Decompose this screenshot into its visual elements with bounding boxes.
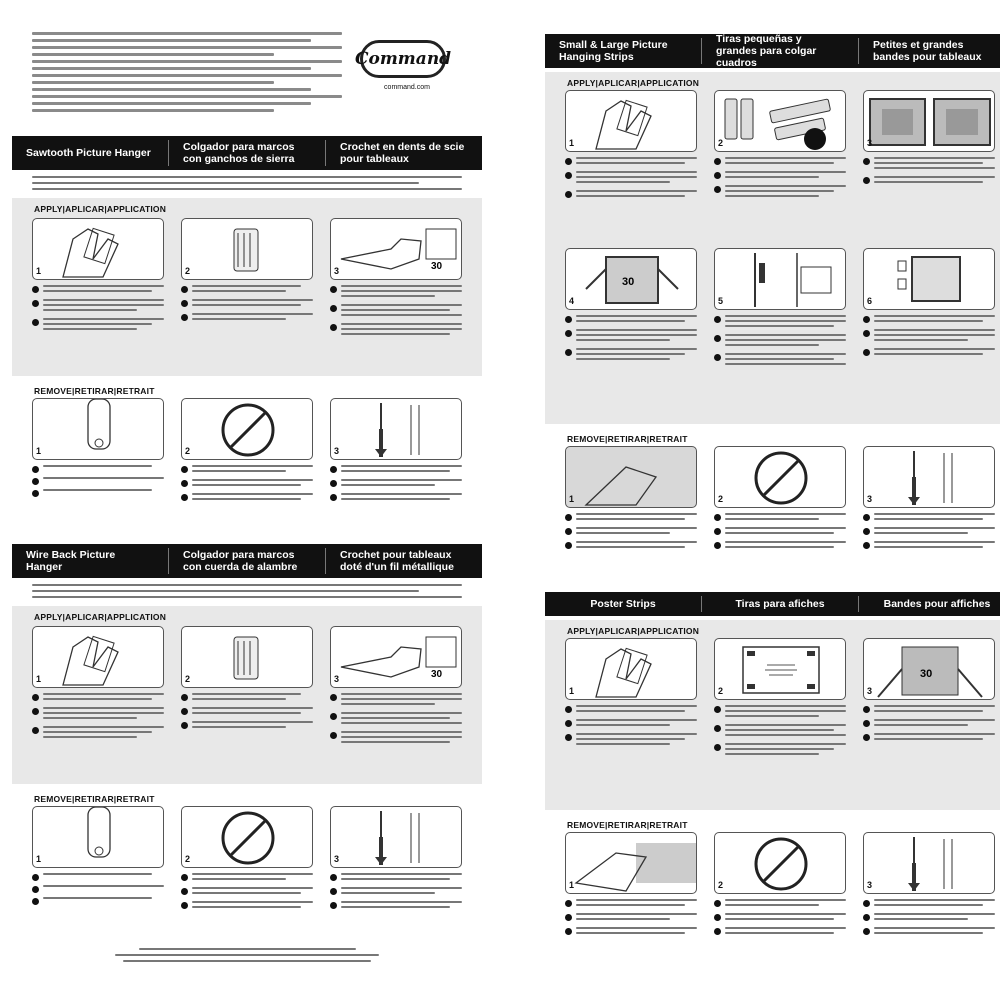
step-instructions (863, 513, 995, 551)
prohibited-icon (182, 399, 313, 460)
illustration-no-pull: 2 (714, 832, 846, 894)
title-en: Poster Strips (545, 596, 702, 612)
weight-limits (32, 584, 462, 602)
weight-limits (32, 176, 462, 194)
hand-wipe-icon (33, 627, 164, 688)
hanger-press-icon (331, 219, 462, 280)
illustration-frames: 3 (863, 90, 995, 152)
remove-step (330, 806, 462, 915)
svg-text:30: 30 (431, 669, 443, 680)
illustration-press: 30 3 (330, 626, 462, 688)
hand-wipe-icon (566, 91, 697, 152)
apply-panel-wire-back (12, 606, 482, 784)
step-instructions (714, 157, 846, 200)
title-fr: Petites et grandes bandes pour tableaux (873, 39, 982, 63)
frame-icon (864, 91, 995, 152)
remove-step (565, 446, 697, 555)
frame-press-icon (566, 249, 697, 310)
right-instruction-page (545, 0, 1000, 1000)
apply-step (32, 626, 164, 750)
apply-panel-sawtooth (12, 198, 482, 376)
step-instructions (32, 873, 164, 905)
warnings-fineprint (32, 32, 342, 116)
remove-heading: REMOVE|RETIRAR|RETRAIT (567, 820, 688, 830)
remove-step (32, 398, 164, 507)
illustration-lift: 1 (32, 398, 164, 460)
section-bar-poster-strips (545, 592, 1000, 616)
remove-step (714, 832, 846, 941)
illustration-stretch: 3 (330, 398, 462, 460)
remove-heading: REMOVE|RETIRAR|RETRAIT (34, 386, 155, 396)
illustration-wipe: 1 (565, 638, 697, 700)
step-instructions (565, 157, 697, 200)
warnings-block (32, 32, 472, 134)
strip-icon (715, 91, 846, 152)
hanger-press-icon (331, 627, 462, 688)
step-instructions (32, 693, 164, 741)
step-instructions (32, 285, 164, 333)
title-es: Tiras pequeñas y grandes para colgar cuadros (702, 38, 859, 64)
step-instructions (330, 873, 462, 911)
step-instructions (714, 315, 846, 368)
step-instructions (565, 513, 697, 551)
apply-panel-poster-strips (545, 620, 1000, 810)
illustration-lift-frame: 1 (565, 446, 697, 508)
title-fr: Bandes pour affiches (883, 598, 991, 610)
step-instructions (181, 285, 313, 323)
section-bar-sawtooth (12, 136, 482, 170)
apply-step (181, 626, 313, 750)
hand-lift-icon (566, 447, 697, 508)
hand-lift-icon (33, 399, 164, 460)
frame-icon (864, 249, 995, 310)
remove-heading: REMOVE|RETIRAR|RETRAIT (567, 434, 688, 444)
illustration-lift: 1 (32, 806, 164, 868)
step-instructions (565, 899, 697, 937)
strip-icon (182, 219, 313, 280)
title-es: Tiras para afiches (702, 596, 859, 612)
title-en: Wire Back Picture Hanger (12, 548, 169, 574)
poster-icon (715, 639, 846, 700)
illustration-wipe: 1 (32, 218, 164, 280)
prohibited-icon (715, 833, 846, 894)
illustration-wipe: 1 (565, 90, 697, 152)
remove-step (330, 398, 462, 507)
apply-step (863, 248, 995, 372)
step-instructions (714, 899, 846, 937)
apply-step (863, 638, 995, 762)
step-instructions (565, 315, 697, 363)
apply-step (330, 218, 462, 342)
illustration-no-pull: 2 (714, 446, 846, 508)
step-instructions (330, 465, 462, 503)
illustration-strips-pair: 2 (714, 90, 846, 152)
left-instruction-page (12, 0, 482, 1000)
apply-step (565, 248, 697, 372)
step-instructions (714, 705, 846, 758)
apply-heading: APPLY|APLICAR|APPLICATION (34, 204, 167, 214)
apply-heading: APPLY|APLICAR|APPLICATION (567, 78, 700, 88)
pull-down-icon (864, 447, 995, 508)
apply-heading: APPLY|APLICAR|APPLICATION (34, 612, 167, 622)
svg-text:30: 30 (431, 261, 443, 272)
remove-panel-wire-back (12, 788, 482, 938)
step-instructions (181, 873, 313, 911)
remove-step (181, 806, 313, 915)
apply-step (863, 90, 995, 204)
hand-wipe-icon (33, 219, 164, 280)
title-fr: Crochet en dents de scie pour tableaux (340, 141, 465, 165)
strip-icon (182, 627, 313, 688)
title-es: Colgador para marcos con cuerda de alambre (169, 548, 326, 574)
apply-step (330, 626, 462, 750)
illustration-hung-frame: 6 (863, 248, 995, 310)
remove-panel-sawtooth (12, 380, 482, 530)
remove-panel-poster-strips (545, 814, 1000, 964)
step-instructions (330, 693, 462, 746)
illustration-no-pull: 2 (181, 398, 313, 460)
step-instructions (181, 693, 313, 731)
remove-step (863, 446, 995, 555)
footer-note (92, 948, 402, 966)
brand-url: command.com (384, 84, 430, 91)
remove-panel-picture-strips (545, 428, 1000, 578)
apply-step (181, 218, 313, 342)
svg-text:30: 30 (920, 668, 933, 680)
illustration-press-frame: 30 4 (565, 248, 697, 310)
step-instructions (863, 705, 995, 743)
pull-down-icon (331, 399, 462, 460)
prohibited-icon (715, 447, 846, 508)
apply-step (565, 90, 697, 204)
illustration-peel-poster: 1 (565, 832, 697, 894)
remove-step (863, 832, 995, 941)
illustration-no-pull: 2 (181, 806, 313, 868)
apply-step (565, 638, 697, 762)
hand-lift-icon (566, 833, 697, 894)
illustration-press: 30 3 (330, 218, 462, 280)
remove-step (565, 832, 697, 941)
wall-mount-icon (715, 249, 846, 310)
remove-step (32, 806, 164, 915)
title-fr: Crochet pour tableaux doté d'un fil métallique (340, 549, 454, 573)
remove-step (181, 398, 313, 507)
remove-step (714, 446, 846, 555)
step-instructions (181, 465, 313, 503)
apply-step (714, 638, 846, 762)
illustration-wipe: 1 (32, 626, 164, 688)
remove-heading: REMOVE|RETIRAR|RETRAIT (34, 794, 155, 804)
title-en: Small & Large Picture Hanging Strips (545, 38, 702, 64)
illustration-poster-press: 30 3 (863, 638, 995, 700)
step-instructions (714, 513, 846, 551)
step-instructions (863, 899, 995, 937)
apply-step (32, 218, 164, 342)
svg-text:30: 30 (622, 276, 635, 288)
title-es: Colgador para marcos con ganchos de sierra (169, 140, 326, 166)
apply-step (714, 90, 846, 204)
apply-panel-picture-strips (545, 72, 1000, 424)
pull-down-icon (864, 833, 995, 894)
step-instructions (565, 705, 697, 748)
step-instructions (863, 315, 995, 358)
title-en: Sawtooth Picture Hanger (12, 140, 169, 166)
illustration-stretch: 3 (330, 806, 462, 868)
prohibited-icon (182, 807, 313, 868)
illustration-stretch: 3 (863, 832, 995, 894)
step-instructions (330, 285, 462, 338)
illustration-poster-back: 2 (714, 638, 846, 700)
hand-wipe-icon (566, 639, 697, 700)
apply-step (714, 248, 846, 372)
hand-lift-icon (33, 807, 164, 868)
illustration-wall-mount: 5 (714, 248, 846, 310)
illustration-stretch: 3 (863, 446, 995, 508)
illustration-strip: 2 (181, 218, 313, 280)
apply-heading: APPLY|APLICAR|APPLICATION (567, 626, 700, 636)
illustration-strip: 2 (181, 626, 313, 688)
section-bar-wire-back (12, 544, 482, 578)
poster-icon (864, 639, 995, 700)
pull-down-icon (331, 807, 462, 868)
step-instructions (863, 157, 995, 186)
step-instructions (32, 465, 164, 497)
section-bar-picture-strips (545, 34, 1000, 68)
command-logo: Command (360, 40, 446, 78)
